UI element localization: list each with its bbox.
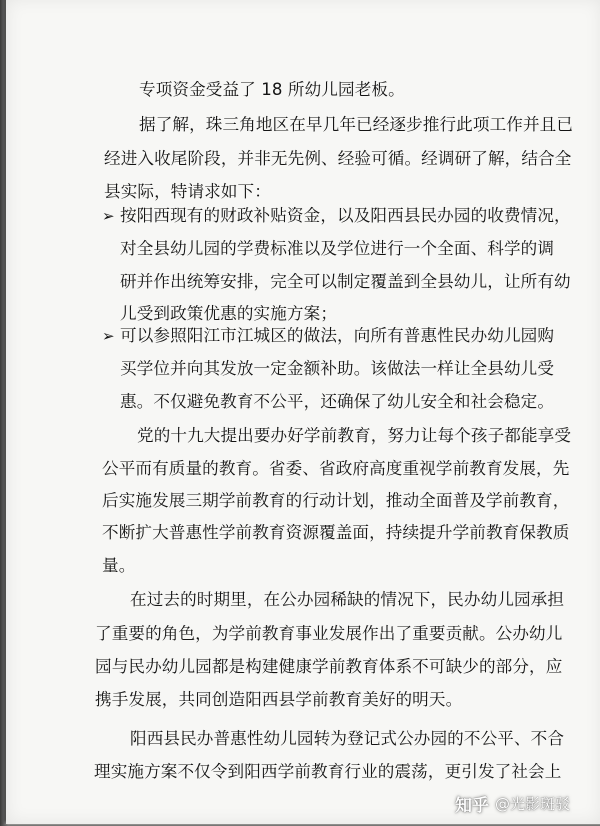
text-line-21: 阳西县民办普惠性幼儿园转为登记式公办园的不公平、不合 — [130, 729, 565, 748]
text-line-7: 研并作出统筹安排，完全可以制定覆盖到全县幼儿，让所有幼 — [120, 272, 571, 291]
text-line-13: 公平而有质量的教育。省委、省政府高度重视学前教育发展，先 — [102, 459, 570, 478]
text-line-16: 量。 — [102, 556, 136, 575]
text-line-14: 后实施发展三期学前教育的行动计划，推动全面普及学前教育， — [102, 491, 570, 510]
watermark-handle: @光影斑驳 — [495, 795, 571, 813]
bullet-arrow-icon: ➢ — [102, 207, 115, 225]
text-line-6: 对全县幼儿园的学费标准以及学位进行一个全面、科学的调 — [120, 239, 555, 258]
text-line-19: 园与民办幼儿园都是构建健康学前教育体系不可缺少的部分，应 — [95, 657, 563, 676]
text-line-15: 不断扩大普惠性学前教育资源覆盖面，持续提升学前教育保教质 — [102, 523, 570, 542]
text-line-20: 携手发展，共同创造阳西县学前教育美好的明天。 — [95, 690, 463, 709]
text-line-4: 县实际，特请求如下： — [104, 182, 271, 201]
text-line-17: 在过去的时期里，在公办园稀缺的情况下，民办幼儿园承担 — [130, 590, 565, 609]
text-line-9: 可以参照阳江市江城区的做法，向所有普惠性民办幼儿园购 — [120, 326, 555, 345]
text-line-2: 据了解，珠三角地区在早几年已经逐步推行此项工作并且已 — [139, 115, 574, 134]
bullet-arrow-icon: ➢ — [102, 327, 115, 345]
text-line-1: 专项资金受益了 18 所幼儿园老板。 — [139, 80, 405, 99]
text-line-8: 儿受到政策优惠的实施方案； — [120, 304, 338, 323]
paper-sheet — [6, 0, 600, 824]
text-line-3: 经进入收尾阶段，并非无先例、经验可循。经调研了解，结合全 — [104, 149, 572, 168]
text-line-22: 理实施方案不仅令到阳西学前教育行业的震荡，更引发了社会上 — [94, 762, 562, 781]
text-line-5: 按阳西现有的财政补贴资金，以及阳西县民办园的收费情况， — [120, 206, 571, 225]
text-line-18: 了重要的角色，为学前教育事业发展作出了重要贡献。公办幼儿 — [95, 624, 563, 643]
text-line-10: 买学位并向其发放一定金额补助。该做法一样让全县幼儿受 — [120, 359, 555, 378]
text-line-12: 党的十九大提出要办好学前教育，努力让每个孩子都能享受 — [137, 426, 572, 445]
zhihu-logo: 知乎 — [455, 796, 489, 816]
text-line-11: 惠。不仅避免教育不公平，还确保了幼儿安全和社会稳定。 — [120, 392, 555, 411]
zhihu-watermark — [455, 791, 570, 816]
